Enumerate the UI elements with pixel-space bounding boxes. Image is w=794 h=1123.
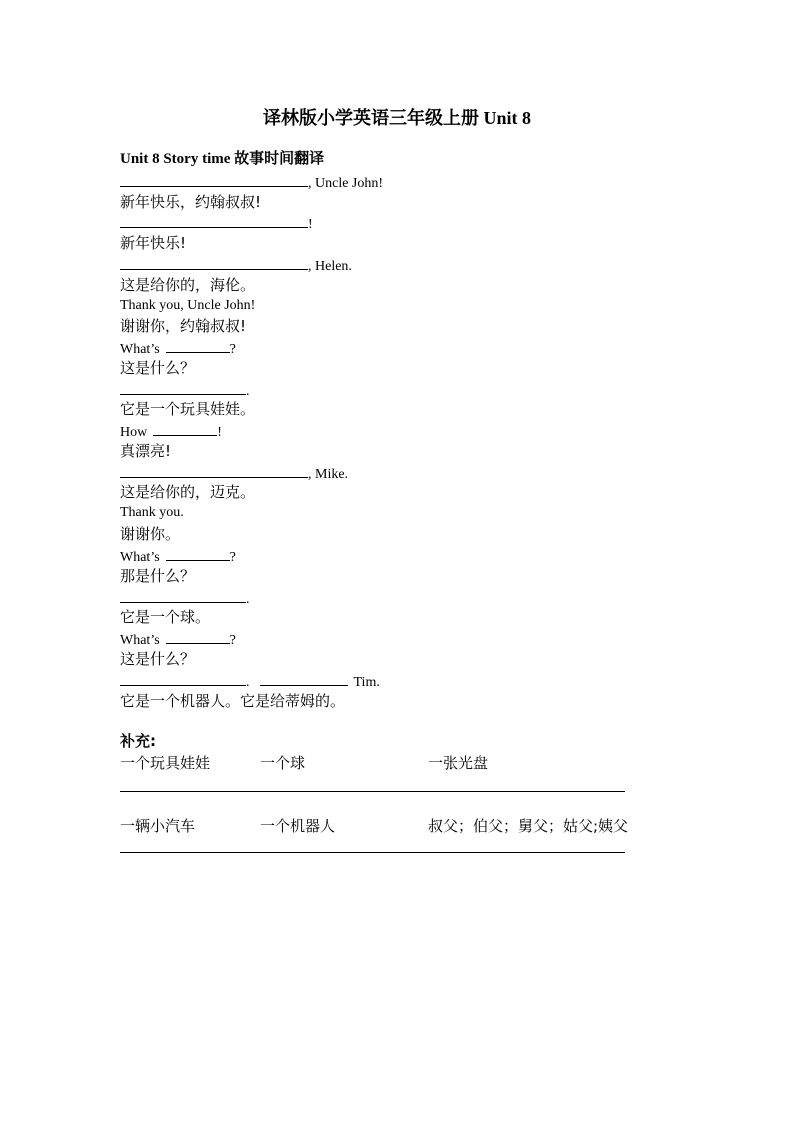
answer-line[interactable] (120, 852, 625, 853)
dialogue-zh-3: 这是给你的，海伦。 (120, 276, 256, 294)
vocab-item: 一辆小汽车 (120, 817, 196, 835)
dialogue-en-12 (120, 629, 236, 650)
dialogue-en-9: Thank you. (120, 505, 184, 520)
vocab-item: 一个球 (260, 754, 306, 772)
dialogue-en-text: ! (308, 217, 313, 232)
supplement-title: 补充: (120, 732, 156, 750)
dialogue-zh-5: 这是什么？ (120, 359, 196, 377)
dialogue-zh-9: 谢谢你。 (120, 525, 181, 543)
answer-blank[interactable] (166, 546, 230, 561)
dialogue-zh-4: 谢谢你，约翰叔叔! (120, 317, 247, 335)
page-title: 译林版小学英语三年级上册 Unit 8 (262, 108, 531, 128)
vocab-item: 一张光盘 (428, 754, 489, 772)
answer-blank[interactable] (120, 213, 308, 228)
answer-line[interactable] (120, 791, 625, 792)
answer-blank[interactable] (153, 421, 217, 436)
dialogue-zh-8: 这是给你的，迈克。 (120, 483, 256, 501)
dialogue-en-13 (120, 671, 380, 692)
vocab-item: 叔父；伯父；舅父；姑父;姨父 (428, 817, 629, 835)
dialogue-zh-11: 它是一个球。 (120, 608, 211, 626)
dialogue-en-text: How (120, 425, 148, 440)
dialogue-en-text: ! (217, 425, 222, 440)
vocab-item: 一个机器人 (260, 817, 336, 835)
section-subtitle: Unit 8 Story time 故事时间翻译 (120, 151, 325, 167)
dialogue-en-8 (120, 463, 348, 484)
dialogue-en-text: . (246, 384, 250, 399)
dialogue-en-text: . (246, 675, 250, 690)
dialogue-en-7 (120, 421, 222, 442)
dialogue-en-text: ? (229, 550, 236, 565)
dialogue-en-6 (120, 380, 250, 401)
dialogue-en-text: What’s (120, 342, 160, 357)
answer-blank[interactable] (120, 255, 308, 270)
answer-blank[interactable] (120, 463, 308, 478)
answer-blank[interactable] (120, 380, 246, 395)
answer-blank[interactable] (166, 629, 230, 644)
answer-blank[interactable] (166, 338, 230, 353)
dialogue-en-11 (120, 588, 250, 609)
dialogue-en-3 (120, 255, 352, 276)
dialogue-en-1 (120, 172, 383, 193)
dialogue-en-text: ? (229, 633, 236, 648)
dialogue-en-text: . (246, 592, 250, 607)
dialogue-zh-6: 它是一个玩具娃娃。 (120, 400, 256, 418)
dialogue-zh-12: 这是什么？ (120, 650, 196, 668)
dialogue-en-2 (120, 213, 313, 234)
dialogue-en-5 (120, 338, 236, 359)
dialogue-zh-13: 它是一个机器人。它是给蒂姆的。 (120, 692, 346, 710)
dialogue-en-text: , Uncle John! (308, 176, 384, 191)
answer-blank[interactable] (120, 588, 246, 603)
answer-blank[interactable] (120, 172, 308, 187)
dialogue-zh-7: 真漂亮! (120, 442, 172, 460)
dialogue-en-text: ? (229, 342, 236, 357)
dialogue-zh-10: 那是什么？ (120, 567, 196, 585)
dialogue-en-4: Thank you, Uncle John! (120, 298, 256, 313)
answer-blank[interactable] (120, 671, 246, 686)
dialogue-en-10 (120, 546, 236, 567)
dialogue-en-text: , Helen. (308, 259, 352, 274)
answer-blank[interactable] (260, 671, 348, 686)
dialogue-en-text: What’s (120, 550, 160, 565)
dialogue-en-text: Tim. (353, 675, 380, 690)
dialogue-zh-2: 新年快乐! (120, 234, 187, 252)
dialogue-en-text: , Mike. (308, 467, 349, 482)
dialogue-zh-1: 新年快乐，约翰叔叔! (120, 193, 262, 211)
dialogue-en-text: What’s (120, 633, 160, 648)
vocab-item: 一个玩具娃娃 (120, 754, 211, 772)
